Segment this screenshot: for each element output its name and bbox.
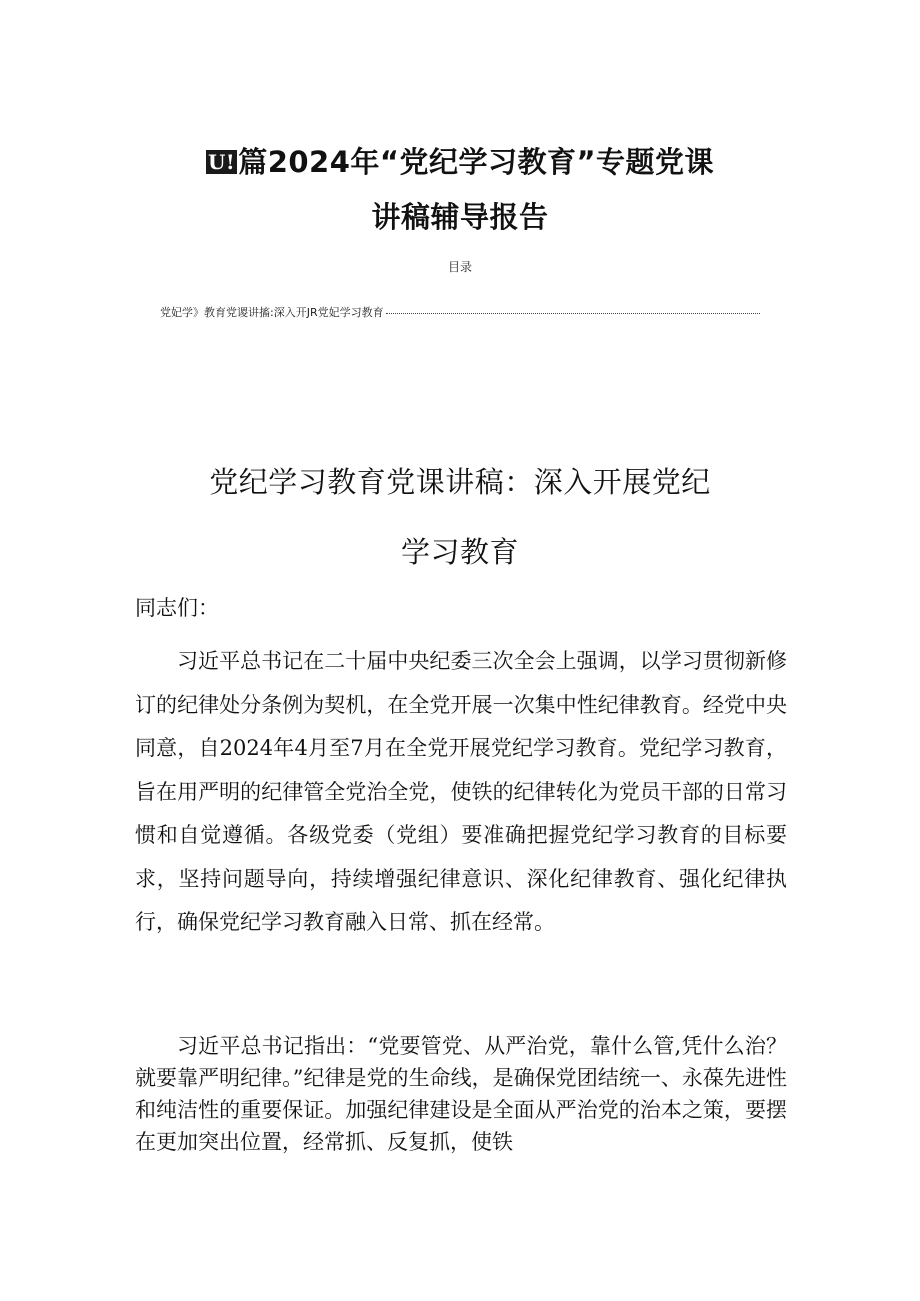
paragraph-2: 习近平总书记指出：“党要管党、从严治党，靠什么管,凭什么治？就要靠严明纪律。”纪律是党的生命线，是确保党团结统一、永葆先进性和纯洁性的重要保证。加强纪律建设是全面从严治党的治本之策，要摆在更加突出位置，经常抓、反复抓，使铁	[135, 1034, 787, 1154]
toc-dot-leader	[386, 313, 760, 314]
title-badge: U!	[207, 150, 236, 174]
section-title-line-2: 学习教育	[400, 535, 519, 569]
main-title-line-1	[0, 140, 920, 181]
main-title-text: 篇2024年“党纪学习教育”专题党课	[238, 145, 715, 179]
salutation: 同志们：	[135, 596, 219, 620]
toc-entry[interactable]	[160, 304, 760, 320]
section-title-line-1: 党纪学习教育党课讲稿：深入开展党纪	[209, 465, 711, 499]
paragraph-1: 习近平总书记在二十届中央纪委三次全会上强调，以学习贯彻新修订的纪律处分条例为契机，在全党开展一次集中性纪律教育。经党中央同意，自2024年4月至7月在全党开展党纪学习教育。党纪学习教育，旨在用严明的纪律管全党治全党，使铁的纪律转化为党员干部的日常习惯和自觉遵循。各级党委（党组）要准确把握党纪学习教育的目标要求，坚持问题导向，持续增强纪律意识、深化纪律教育、强化纪律执行，确保党纪学习教育融入日常、抓在经常。	[135, 649, 787, 934]
main-title-line-2: 讲稿辅导报告	[371, 200, 549, 234]
toc-entry-text: 党妃学》教育党谡讲搐:深入开JR党妃学习教育	[160, 306, 384, 319]
toc-heading: 目录	[447, 260, 472, 274]
